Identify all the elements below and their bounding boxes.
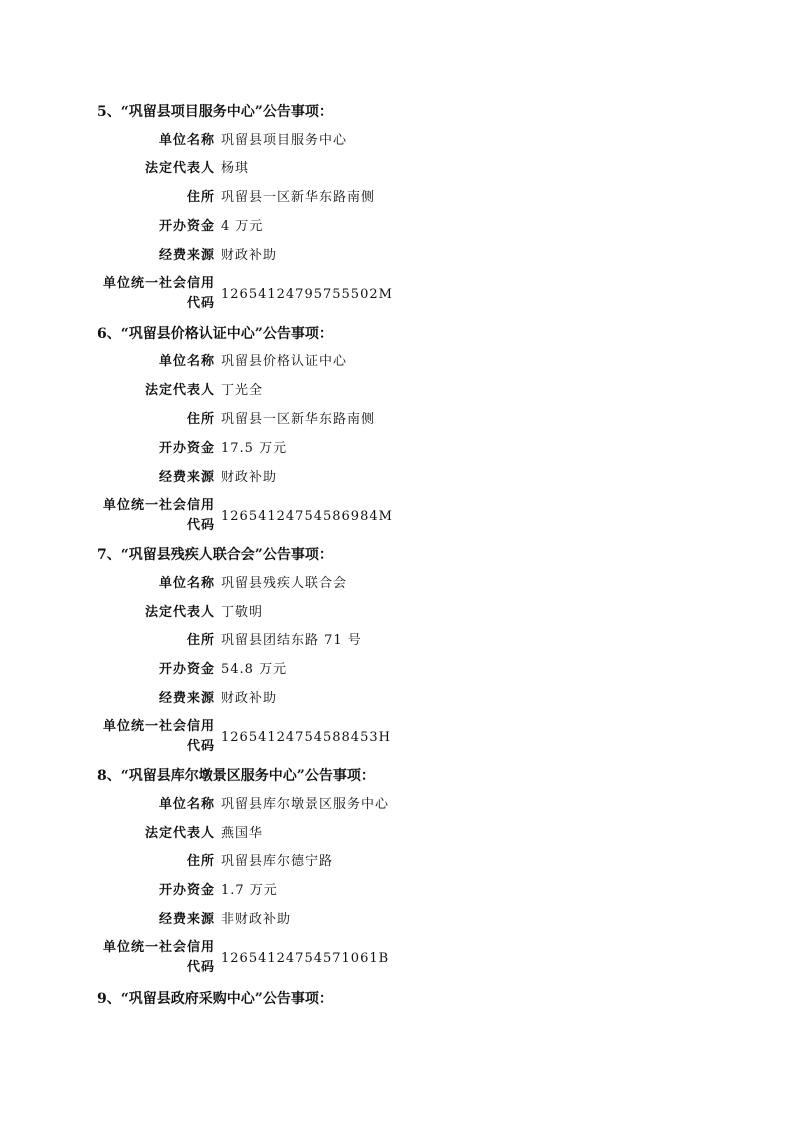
row-credit-code — [0, 717, 793, 757]
section-heading: 7、“巩留县残疾人联合会”公告事项： — [97, 547, 333, 563]
row-address — [0, 853, 793, 871]
value-credit-code: 12654124754571061B — [221, 951, 390, 966]
row-legal-rep — [0, 160, 793, 178]
section-heading: 8、“巩留县库尔墩景区服务中心”公告事项： — [97, 768, 375, 784]
row-funding — [0, 911, 793, 929]
row-name — [0, 575, 793, 593]
label-address: 住所 — [186, 190, 215, 205]
row-address — [0, 632, 793, 650]
label-funding: 经费来源 — [158, 470, 215, 485]
row-address — [0, 189, 793, 207]
value-legal-rep: 燕国华 — [221, 826, 264, 841]
value-capital: 4 万元 — [221, 219, 264, 234]
row-legal-rep — [0, 825, 793, 843]
label-credit-code — [103, 938, 215, 978]
value-address: 巩留县团结东路 71 号 — [221, 633, 362, 648]
label-funding: 经费来源 — [158, 248, 215, 263]
row-credit-code — [0, 938, 793, 978]
label-credit-code-line2: 代码 — [186, 960, 215, 975]
label-capital: 开办资金 — [158, 883, 215, 898]
label-name: 单位名称 — [158, 576, 215, 591]
label-capital: 开办资金 — [158, 219, 215, 234]
label-funding: 经费来源 — [158, 691, 215, 706]
row-legal-rep — [0, 604, 793, 622]
label-name: 单位名称 — [158, 133, 215, 148]
row-capital — [0, 661, 793, 679]
label-address: 住所 — [186, 412, 215, 427]
label-credit-code-line1: 单位统一社会信用 — [102, 719, 215, 734]
label-name: 单位名称 — [158, 354, 215, 369]
label-address: 住所 — [186, 854, 215, 869]
label-credit-code-line1: 单位统一社会信用 — [102, 498, 215, 513]
label-funding: 经费来源 — [158, 912, 215, 927]
section-heading: 6、“巩留县价格认证中心”公告事项： — [97, 326, 333, 342]
row-credit-code — [0, 274, 793, 314]
value-capital: 54.8 万元 — [221, 662, 288, 677]
label-credit-code — [103, 274, 215, 314]
section-heading: 9、“巩留县政府采购中心”公告事项： — [97, 991, 333, 1007]
value-address: 巩留县一区新华东路南侧 — [221, 190, 376, 205]
value-funding: 财政补助 — [221, 248, 278, 263]
section-heading: 5、“巩留县项目服务中心”公告事项： — [97, 104, 333, 120]
row-funding — [0, 690, 793, 708]
label-credit-code-line2: 代码 — [186, 296, 215, 311]
value-funding: 非财政补助 — [221, 912, 292, 927]
label-capital: 开办资金 — [158, 441, 215, 456]
value-name: 巩留县项目服务中心 — [221, 133, 348, 148]
value-name: 巩留县残疾人联合会 — [221, 576, 348, 591]
row-credit-code — [0, 496, 793, 536]
value-legal-rep: 丁敬明 — [221, 605, 264, 620]
row-funding — [0, 469, 793, 487]
label-name: 单位名称 — [158, 797, 215, 812]
row-capital — [0, 218, 793, 236]
value-funding: 财政补助 — [221, 470, 278, 485]
value-credit-code: 12654124754588453H — [221, 730, 391, 745]
label-legal-rep: 法定代表人 — [144, 161, 215, 176]
label-credit-code-line2: 代码 — [186, 739, 215, 754]
row-name — [0, 796, 793, 814]
value-legal-rep: 杨琪 — [221, 161, 250, 176]
row-name — [0, 132, 793, 150]
row-name — [0, 353, 793, 371]
label-credit-code-line1: 单位统一社会信用 — [102, 276, 215, 291]
row-funding — [0, 247, 793, 265]
row-address — [0, 411, 793, 429]
value-address: 巩留县一区新华东路南侧 — [221, 412, 376, 427]
value-legal-rep: 丁光全 — [221, 383, 264, 398]
label-credit-code — [103, 496, 215, 536]
value-capital: 17.5 万元 — [221, 441, 288, 456]
label-credit-code-line2: 代码 — [186, 518, 215, 533]
label-legal-rep: 法定代表人 — [144, 826, 215, 841]
label-capital: 开办资金 — [158, 662, 215, 677]
value-name: 巩留县库尔墩景区服务中心 — [221, 797, 390, 812]
value-credit-code: 12654124795755502M — [221, 287, 393, 302]
value-address: 巩留县库尔德宁路 — [221, 854, 334, 869]
label-legal-rep: 法定代表人 — [144, 383, 215, 398]
value-funding: 财政补助 — [221, 691, 278, 706]
value-capital: 1.7 万元 — [221, 883, 278, 898]
row-capital — [0, 440, 793, 458]
value-name: 巩留县价格认证中心 — [221, 354, 348, 369]
row-legal-rep — [0, 382, 793, 400]
label-legal-rep: 法定代表人 — [144, 605, 215, 620]
row-capital — [0, 882, 793, 900]
label-credit-code-line1: 单位统一社会信用 — [102, 940, 215, 955]
value-credit-code: 12654124754586984M — [221, 509, 393, 524]
label-address: 住所 — [186, 633, 215, 648]
label-credit-code — [103, 717, 215, 757]
